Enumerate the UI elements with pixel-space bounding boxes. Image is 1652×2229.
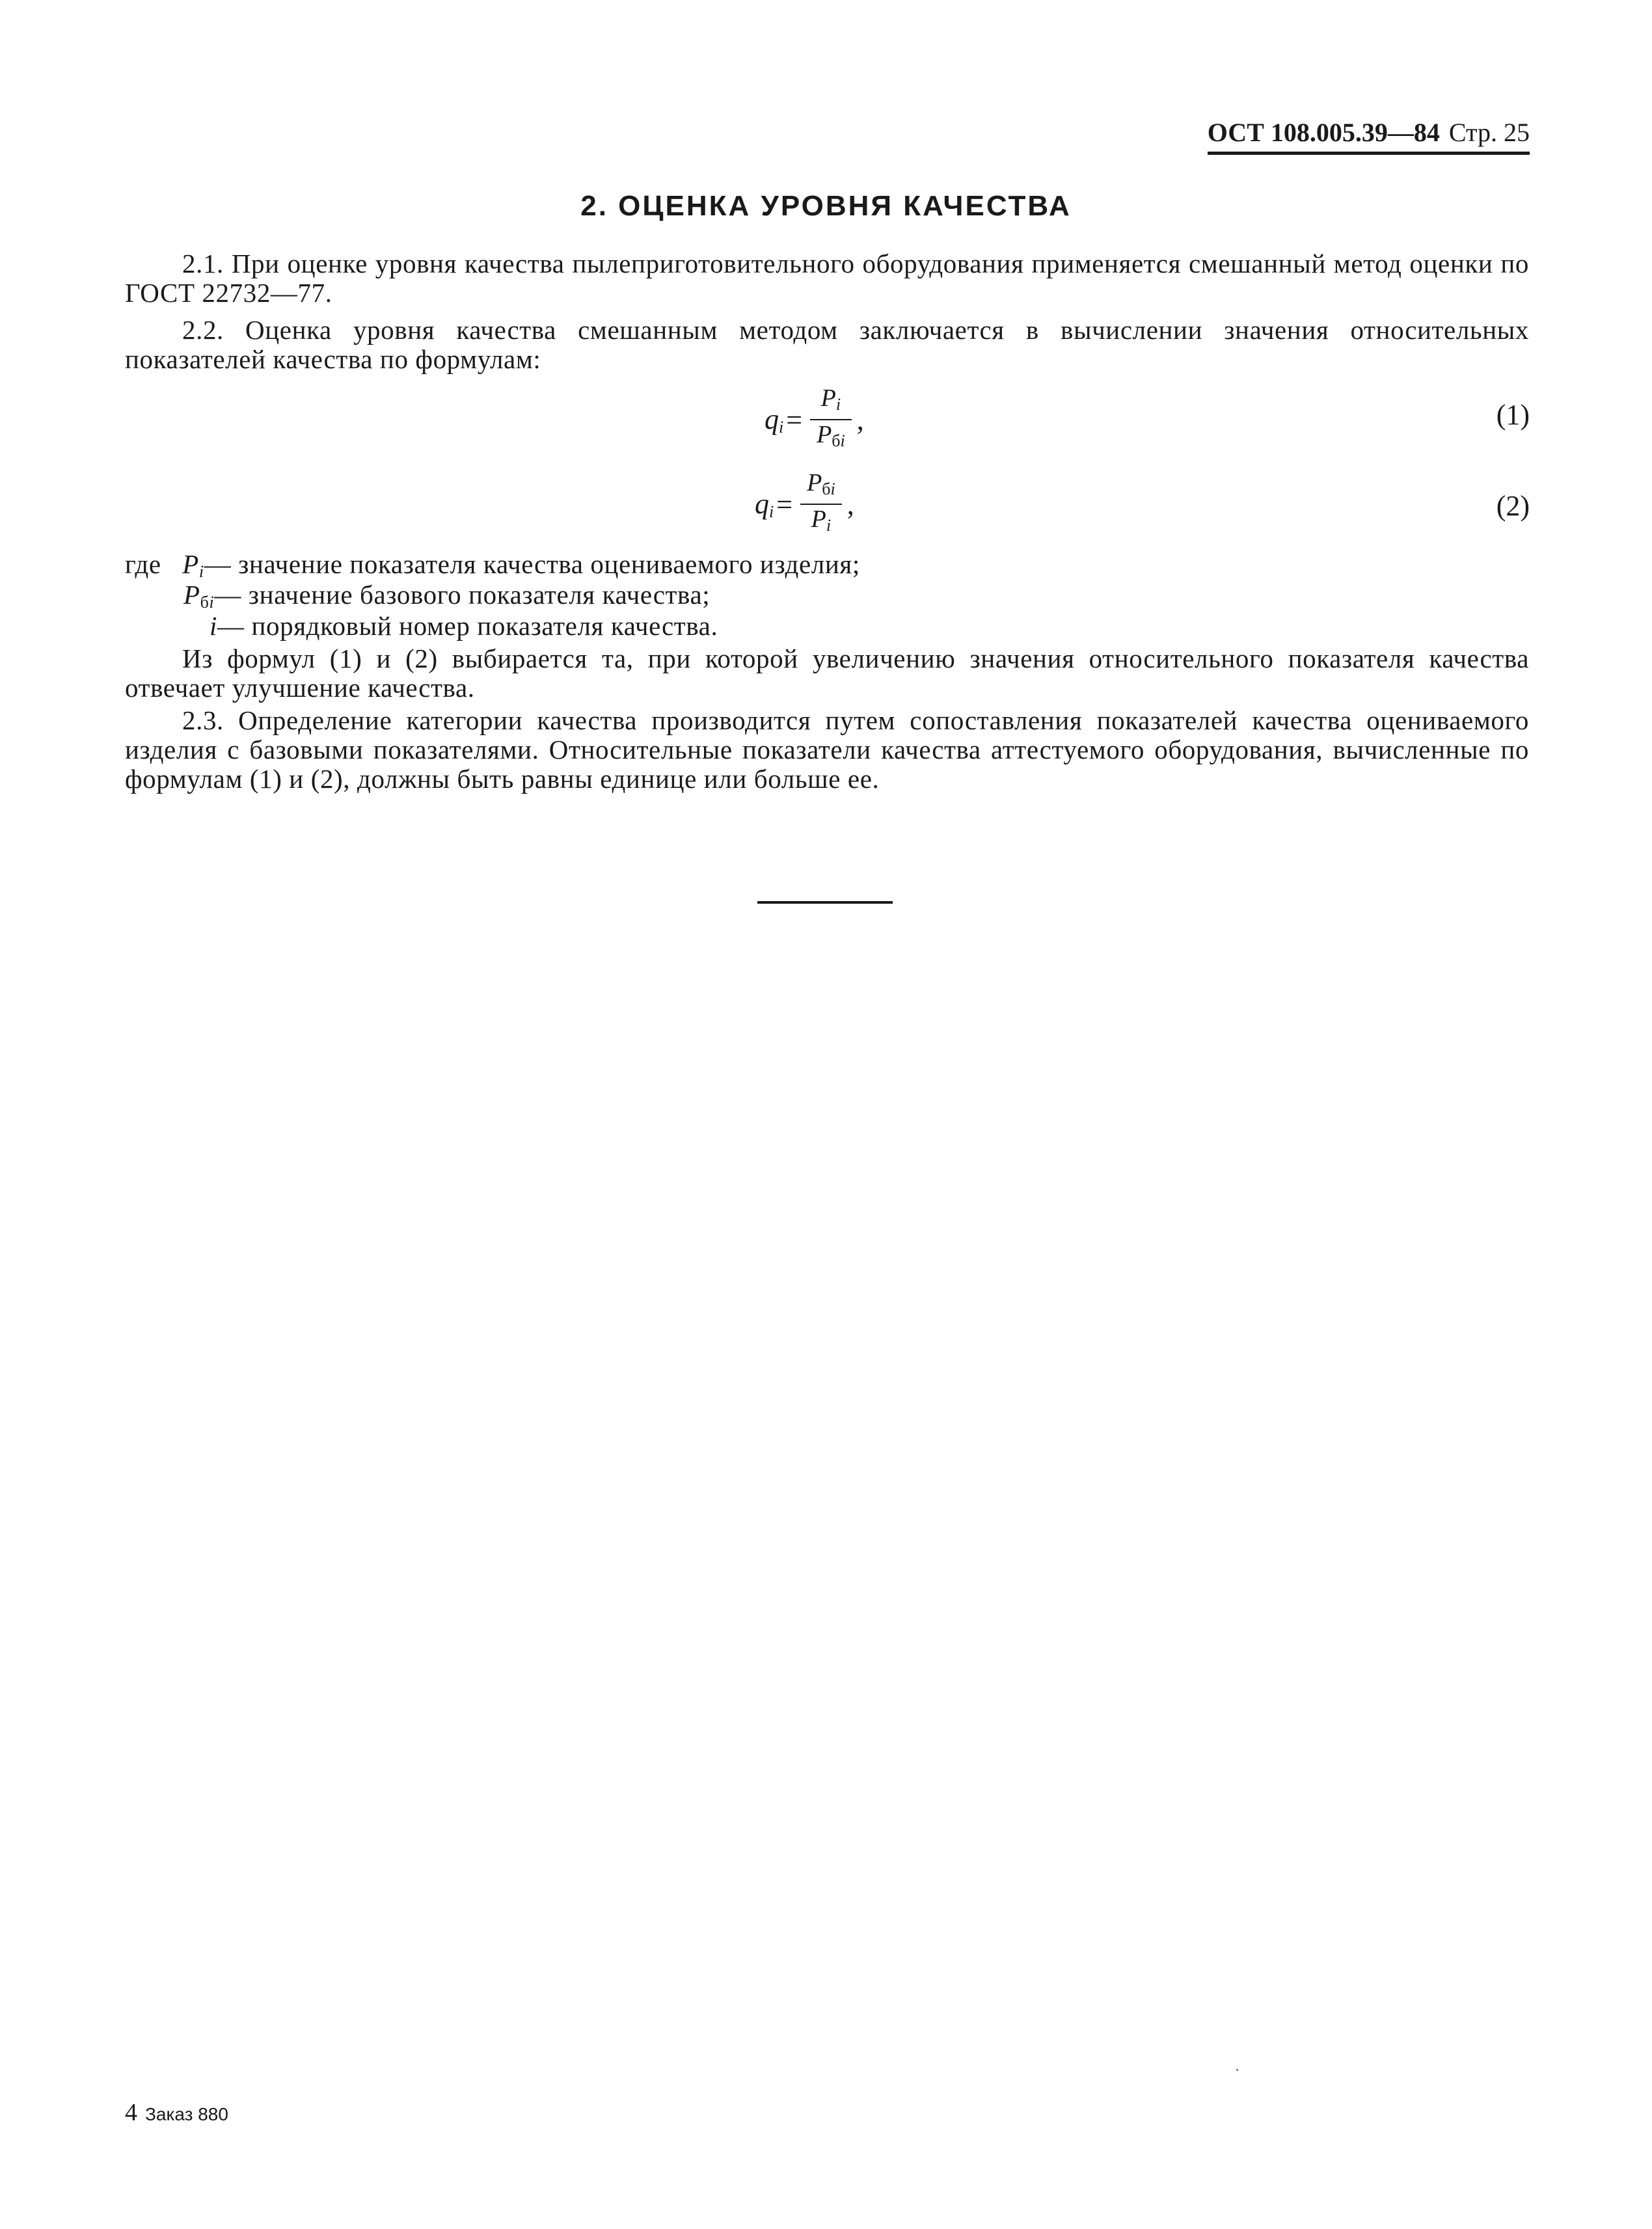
formula-2 bbox=[755, 470, 854, 539]
formula-1-denominator: $P_{бi}$ bbox=[817, 421, 845, 450]
order-number: Заказ 880 bbox=[145, 2104, 228, 2124]
paragraph-2-1: 2.1. При оценке уровня качества пылеприготовительного оборудования применяется смешанный метод оценки по ГОСТ 22732—77. bbox=[125, 249, 1529, 308]
end-rule bbox=[757, 901, 893, 904]
paragraph-formula-choice: Из формул (1) и (2) выбирается та, при которой увеличению значения относительного показателя качества отвечает улучшение качества. bbox=[125, 643, 1529, 703]
page-number: Стр. 25 bbox=[1448, 118, 1530, 147]
legend-symbol-pbi: $P_{бi}$ bbox=[183, 580, 215, 612]
formula-1-fraction bbox=[810, 385, 852, 454]
legend-symbol-i: i bbox=[210, 611, 217, 641]
formula-1 bbox=[765, 385, 864, 454]
formula-2-numerator: $P_{бi}$ bbox=[807, 469, 835, 498]
formula-2-comma: , bbox=[846, 488, 854, 520]
legend-text-2: — значение базового показателя качества; bbox=[214, 580, 711, 610]
paragraph-2-3: 2.3. Определение категории качества производится путем сопоставления показателей качества оцениваемого изделия с базовыми показателями. Относительные показатели качества аттестуемого оборудования, вычисленные по формулам (1) и (2), должны быть равны единице или больше ее. bbox=[125, 705, 1529, 794]
formula-1-number: (1) bbox=[1496, 399, 1530, 431]
legend-symbol-pi: $P_i$ bbox=[182, 549, 204, 581]
scan-speck bbox=[1236, 2069, 1238, 2071]
sheet-number: 4 bbox=[125, 2099, 137, 2126]
formula-2-lhs: $q_i$ bbox=[755, 487, 774, 521]
formula-2-equals: = bbox=[776, 488, 793, 520]
formula-2-denominator: $P_i$ bbox=[811, 506, 832, 535]
formula-1-comma: , bbox=[856, 403, 864, 436]
paragraph-2-2: 2.2. Оценка уровня качества смешанным методом заключается в вычислении значения относительных показателей качества по формулам: bbox=[125, 315, 1529, 374]
running-header bbox=[1208, 117, 1530, 155]
formula-2-fraction bbox=[800, 470, 842, 539]
legend-line-3 bbox=[210, 612, 718, 641]
footer bbox=[125, 2098, 228, 2127]
formula-1-numerator: $P_i$ bbox=[820, 385, 841, 414]
section-title: 2. ОЦЕНКА УРОВНЯ КАЧЕСТВА bbox=[580, 190, 1072, 222]
legend-where: где bbox=[125, 549, 161, 579]
formula-1-equals: = bbox=[786, 403, 803, 436]
document-code: ОСТ 108.005.39—84 bbox=[1207, 118, 1440, 147]
legend-text-3: — порядковый номер показателя качества. bbox=[217, 611, 718, 641]
formula-2-number: (2) bbox=[1496, 490, 1530, 522]
legend-text-1: — значение показателя качества оцениваемого изделия; bbox=[204, 549, 860, 579]
formula-1-lhs: $q_i$ bbox=[765, 403, 784, 437]
